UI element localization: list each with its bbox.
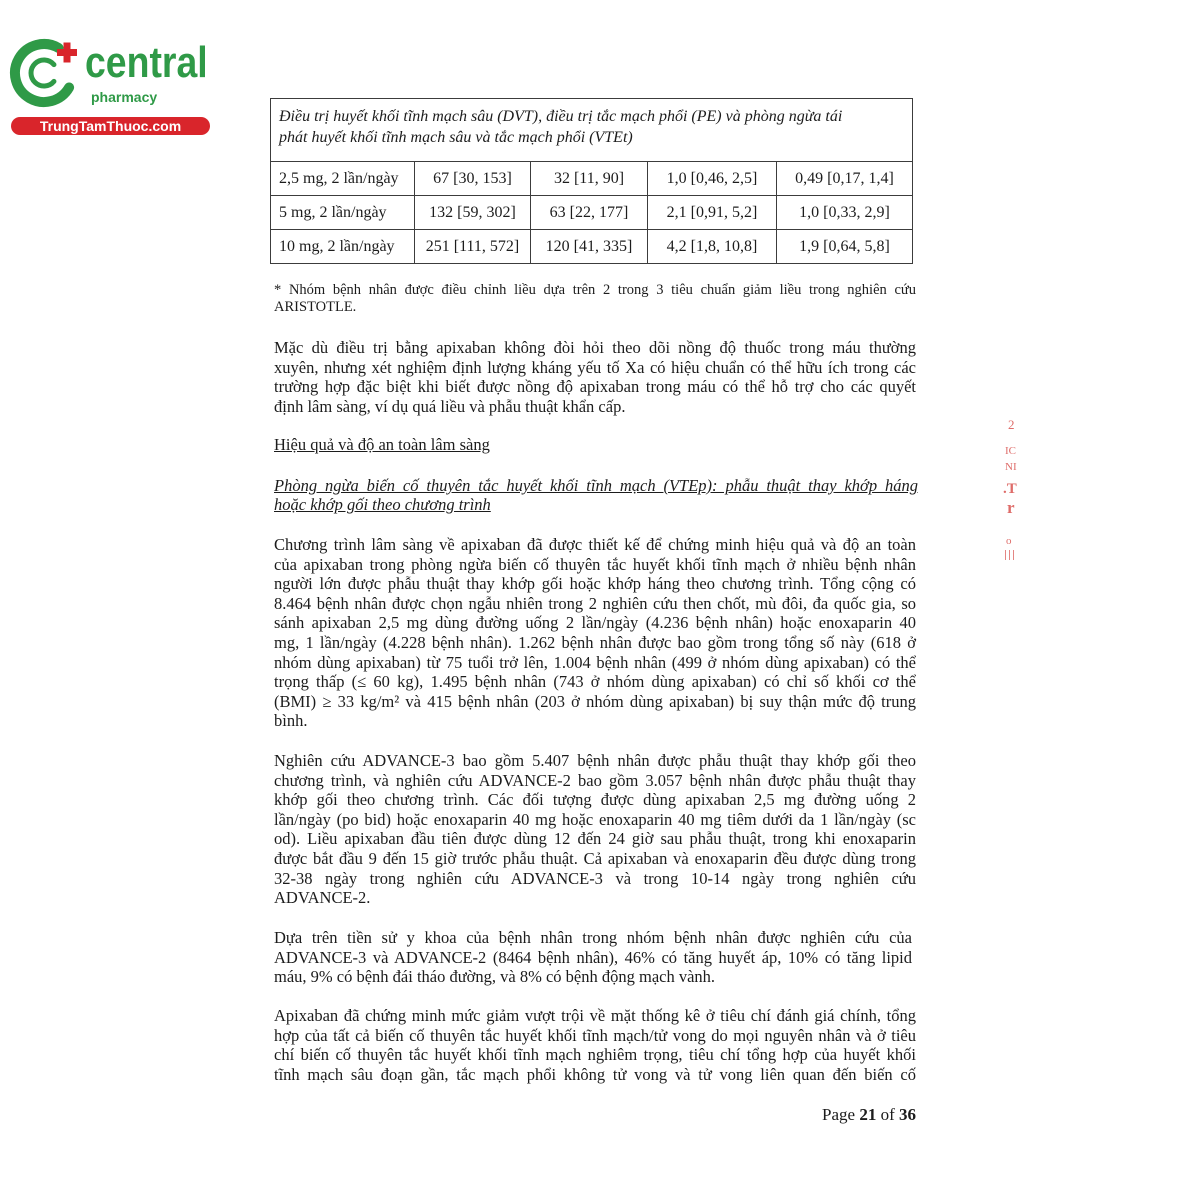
text-line: bình. [274, 711, 308, 731]
stamp-fragment: .T [1003, 481, 1017, 497]
pharmacy-cross-icon [8, 37, 80, 109]
table-cell: 120 [41, 335] [531, 230, 648, 264]
stamp-fragment: o [1006, 535, 1012, 547]
text-line: máu, 9% có bệnh đái tháo đường, và 8% có bệnh động mạch vành. [274, 967, 716, 987]
logo-website-banner: TrungTamThuoc.com [11, 117, 210, 135]
text-line: hợp của tất cả biến cố thuyên tắc huyết khối tĩnh mạch/tử vong do mọi nguyên nhân và ở tiêu [274, 1025, 916, 1045]
text-line: trọng thấp (≤ 60 kg), 1.495 bệnh nhân (743 ở nhóm dùng apixaban) có chỉ số khối cơ thể [274, 672, 916, 692]
text-line: tĩnh mạch sâu đoạn gần, tắc mạch phổi không tử vong và tử vong liên quan đến biến cố [274, 1064, 916, 1084]
table-cell: 1,0 [0,33, 2,9] [777, 196, 913, 230]
text-line: trường hợp đặc biệt khi biết được nồng độ apixaban trong máu có thể hỗ trợ cho các quyết [274, 377, 916, 397]
page-number: 21 [859, 1105, 877, 1124]
table-header-line: Điều trị huyết khối tĩnh mạch sâu (DVT), điều trị tắc mạch phổi (PE) và phòng ngừa tái [279, 108, 843, 125]
text-line: Nghiên cứu ADVANCE-3 bao gồm 5.407 bệnh nhân được phẫu thuật thay khớp gối theo [274, 751, 916, 770]
stamp-mark [1005, 550, 1017, 560]
text-line: 8.464 bệnh nhân được chọn ngẫu nhiên trong 2 nghiên cứu then chốt, mù đôi, đa quốc gia, so [274, 593, 916, 613]
table-header-row [271, 99, 913, 162]
page-footer [822, 1105, 916, 1125]
table-footnote [274, 282, 916, 316]
text-line: ADVANCE-2. [274, 888, 371, 908]
stamp-fragment: r [1007, 498, 1015, 517]
text-line: nhóm dùng apixaban) từ 75 tuổi trở lên, 1.004 bệnh nhân (499 ở nhóm dùng apixaban) có thể [274, 652, 916, 672]
text-line: sánh apixaban 2,5 mg dùng đường uống 2 lần/ngày (4.236 bệnh nhân) hoặc enoxaparin 40 [274, 613, 916, 633]
text-line: của apixaban trong phòng ngừa biến cố thuyên tắc huyết khối tĩnh mạch ở nhiều bệnh nhân [274, 554, 916, 574]
table-header-cell [271, 99, 913, 162]
text-line: khớp gối theo chương trình. Các đối tượng được dùng apixaban 2,5 mg đường uống 2 [274, 790, 916, 810]
text-line: lần/ngày (po bid) hoặc enoxaparin 40 mg hoặc enoxaparin 40 mg tiêm dưới da 1 lần/ngày (sc [274, 809, 916, 829]
paragraph-monitoring [274, 338, 916, 416]
logo-brand-subtitle: pharmacy [91, 89, 158, 105]
table-cell: 1,9 [0,64, 5,8] [777, 230, 913, 264]
text-line: người lớn được phẫu thuật thay khớp gối hoặc khớp háng theo chương trình. Tổng cộng có [274, 574, 916, 594]
text-line: chí biến cố thuyên tắc huyết khối tĩnh mạch nghiêm trọng, tiêu chí tổng hợp của huyết khối [274, 1045, 916, 1065]
table-cell: 251 [111, 572] [415, 230, 531, 264]
text-line: Apixaban đã chứng minh mức giảm vượt trội về mặt thống kê ở tiêu chí đánh giá chính, tổng [274, 1006, 916, 1025]
table-cell: 63 [22, 177] [531, 196, 648, 230]
table-cell-dose: 5 mg, 2 lần/ngày [271, 196, 415, 230]
text-line: Chương trình lâm sàng về apixaban đã được thiết kế để chứng minh hiệu quả và độ an toàn [274, 535, 916, 554]
table-cell-dose: 2,5 mg, 2 lần/ngày [271, 162, 415, 196]
table-cell: 1,0 [0,46, 2,5] [648, 162, 777, 196]
text-line: Dựa trên tiền sử y khoa của bệnh nhân trong nhóm bệnh nhân được nghiên cứu của [274, 928, 912, 947]
text-line: ADVANCE-3 và ADVANCE-2 (8464 bệnh nhân), 46% có tăng huyết áp, 10% có tăng lipid [274, 947, 912, 967]
paragraph-efficacy [274, 1006, 916, 1084]
paragraph-clinical-program [274, 535, 916, 731]
page-total: 36 [899, 1105, 916, 1124]
table-cell: 132 [59, 302] [415, 196, 531, 230]
text-line: xuyên, nhưng xét nghiệm định lượng kháng yếu tố Xa có hiệu chuẩn có thể hữu ích trong các [274, 357, 916, 377]
paragraph-advance-studies [274, 751, 916, 908]
page-of-label: of [880, 1105, 895, 1124]
text-line: được bắt đầu 9 đến 15 giờ trước phẫu thuật. Cả apixaban và enoxaparin đều được dùng trong [274, 848, 916, 868]
stamp-fragment: 2 [1008, 417, 1015, 432]
text-line: mg, 1 lần/ngày (4.228 bệnh nhân). 1.262 bệnh nhân được bao gồm trong tổng số này (618 ở [274, 632, 916, 652]
section-heading: Hiệu quả và độ an toàn lâm sàng [274, 435, 490, 454]
text-line: Phòng ngừa biến cố thuyên tắc huyết khối tĩnh mạch (VTEp): phẫu thuật thay khớp háng [274, 476, 918, 495]
table-header-line: phát huyết khối tĩnh mạch sâu và tắc mạch phổi (VTEt) [279, 129, 633, 146]
paragraph-medical-history [274, 928, 912, 987]
stamp-fragment: IC [1005, 445, 1016, 457]
text-line: định lâm sàng, ví dụ quá liều và phẫu thuật khẩn cấp. [274, 396, 626, 416]
text-line: ARISTOTLE. [274, 299, 357, 315]
subsection-heading [274, 476, 918, 514]
table-cell: 4,2 [1,8, 10,8] [648, 230, 777, 264]
table-cell: 0,49 [0,17, 1,4] [777, 162, 913, 196]
table-cell: 67 [30, 153] [415, 162, 531, 196]
page-label: Page [822, 1105, 856, 1124]
text-line: chương trình, và nghiên cứu ADVANCE-2 bao gồm 3.057 bệnh nhân được phẫu thuật thay [274, 770, 916, 790]
text-line: * Nhóm bệnh nhân được điều chỉnh liều dựa trên 2 trong 3 tiêu chuẩn giảm liều trong nghiên cứu [274, 282, 916, 298]
table-cell: 32 [11, 90] [531, 162, 648, 196]
table-row [271, 196, 913, 230]
text-line: (BMI) ≥ 33 kg/m² và 415 bệnh nhân (203 ở nhóm dùng apixaban) bị suy thận mức độ trung [274, 691, 916, 711]
table-row [271, 162, 913, 196]
text-line: hoặc khớp gối theo chương trình [274, 495, 491, 514]
table-cell-dose: 10 mg, 2 lần/ngày [271, 230, 415, 264]
table-row [271, 230, 913, 264]
text-line: 32-38 ngày trong nghiên cứu ADVANCE-3 và trong 10-14 ngày trong nghiên cứu [274, 868, 916, 888]
logo [0, 0, 220, 140]
dosing-table [270, 98, 913, 264]
table-cell: 2,1 [0,91, 5,2] [648, 196, 777, 230]
text-line: od). Liều apixaban đầu tiên được dùng 12 đến 24 giờ sau phẫu thuật, trong khi enoxaparin [274, 829, 916, 849]
logo-brand-name: central [85, 38, 208, 87]
stamp-fragment: NI [1005, 461, 1017, 473]
text-line: Mặc dù điều trị bằng apixaban không đòi hỏi theo dõi nồng độ thuốc trong máu thường [274, 338, 916, 357]
